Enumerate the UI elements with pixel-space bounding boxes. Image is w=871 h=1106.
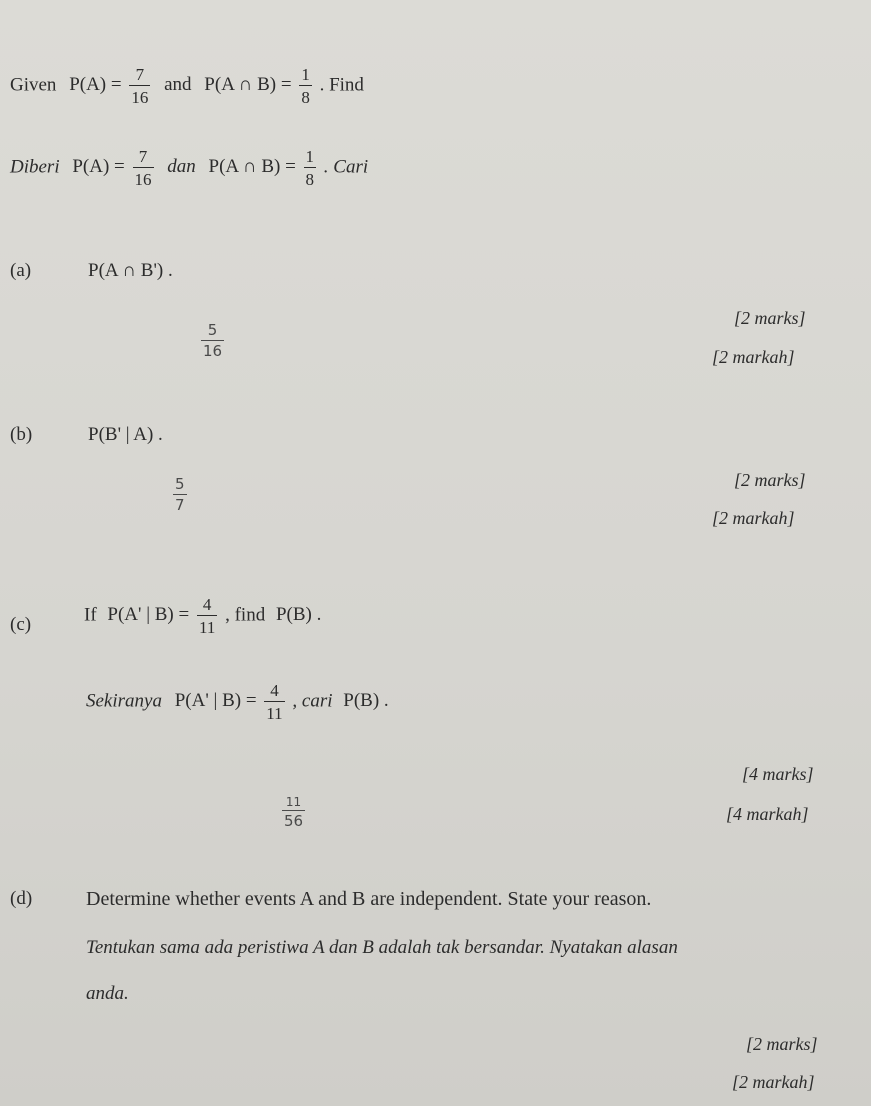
given-pa-expr: P(A) = (69, 74, 122, 96)
part-c-label: (c) (10, 614, 32, 635)
part-a-marks-ms: [2 markah] (712, 347, 795, 367)
part-c-answer (279, 796, 308, 829)
part-a-label: (a) (10, 260, 32, 281)
part-c-answer-fraction (282, 796, 305, 829)
part-d-marks-ms: [2 markah] (732, 1072, 815, 1092)
part-c-marks-ms: [4 markah] (726, 804, 809, 824)
diberi-pab-den: 8 (305, 170, 315, 189)
diberi-word: Diberi (10, 156, 60, 178)
diberi-pa-expr: P(A) = (72, 156, 125, 178)
diberi-pa-fraction (133, 148, 154, 188)
part-d-label: (d) (10, 888, 33, 909)
part-b-answer-num: 5 (175, 475, 185, 493)
diberi-cari: . Cari (323, 156, 369, 178)
given-find: . Find (319, 74, 364, 96)
part-c-cari: , cari (292, 690, 333, 712)
part-c-cond-expr: P(A' | B) = (107, 604, 190, 626)
diberi-pa-num: 7 (138, 147, 148, 166)
given-pab-num: 1 (301, 65, 310, 84)
given-line-ms (10, 148, 368, 188)
part-c-cond-num: 4 (202, 595, 212, 614)
diberi-pab-fraction (304, 148, 317, 188)
part-d-question-ms-2: anda. (86, 983, 129, 1004)
part-a-answer (198, 323, 227, 359)
part-d-question-ms-1: Tentukan sama ada peristiwa A dan B adalah tak bersandar. Nyatakan alasan (86, 937, 678, 958)
part-a-answer-den: 16 (203, 342, 223, 360)
given-pa-den: 16 (131, 88, 149, 107)
given-pab-den: 8 (301, 88, 310, 107)
given-word: Given (10, 74, 57, 96)
part-b-label: (b) (10, 424, 33, 445)
diberi-pab-num: 1 (305, 147, 315, 166)
diberi-dan: dan (167, 156, 196, 178)
part-c-if: If (84, 604, 97, 626)
part-b-marks-ms: [2 markah] (712, 508, 795, 528)
part-b-question: P(B' | A) . (88, 424, 163, 445)
part-a-marks-en: [2 marks] (734, 308, 806, 328)
part-c-cond-den: 11 (198, 618, 216, 637)
part-b-answer-den: 7 (175, 496, 185, 514)
part-c-ms-cond-expr: P(A' | B) = (174, 690, 257, 712)
part-c-ms-cond-num: 4 (270, 681, 279, 700)
part-c-target: P(B) . (275, 604, 322, 626)
part-d-question-en: Determine whether events A and B are independent. State your reason. (86, 888, 652, 910)
given-and: and (164, 74, 192, 96)
part-b-answer (170, 477, 190, 513)
given-pa-num: 7 (135, 65, 145, 84)
part-a-question: P(A ∩ B') . (88, 260, 173, 281)
part-a-answer-fraction (201, 323, 224, 359)
diberi-pab-expr: P(A ∩ B) = (208, 156, 296, 178)
part-a-answer-num: 5 (207, 321, 218, 339)
part-c-cond-fraction (197, 596, 217, 636)
given-pab-fraction (299, 66, 312, 106)
given-pa-fraction (129, 66, 150, 106)
part-c-question-en (84, 596, 321, 636)
diberi-pa-den: 16 (134, 170, 152, 189)
part-c-marks-en: [4 marks] (742, 764, 814, 784)
part-c-find: , find (225, 604, 266, 626)
part-d-marks-en: [2 marks] (746, 1034, 818, 1054)
part-b-answer-fraction (173, 477, 187, 513)
part-c-sekiranya: Sekiranya (86, 690, 162, 712)
given-pab-expr: P(A ∩ B) = (204, 74, 292, 96)
part-b-marks-en: [2 marks] (734, 470, 806, 490)
given-line-en (10, 66, 364, 106)
part-c-ms-cond-fraction (264, 682, 284, 722)
part-c-ms-cond-den: 11 (266, 704, 283, 723)
part-c-answer-den: 56 (284, 812, 304, 830)
part-c-question-ms (86, 682, 389, 722)
part-c-answer-num: 11 (285, 795, 302, 809)
part-c-ms-target: P(B) . (343, 690, 389, 712)
